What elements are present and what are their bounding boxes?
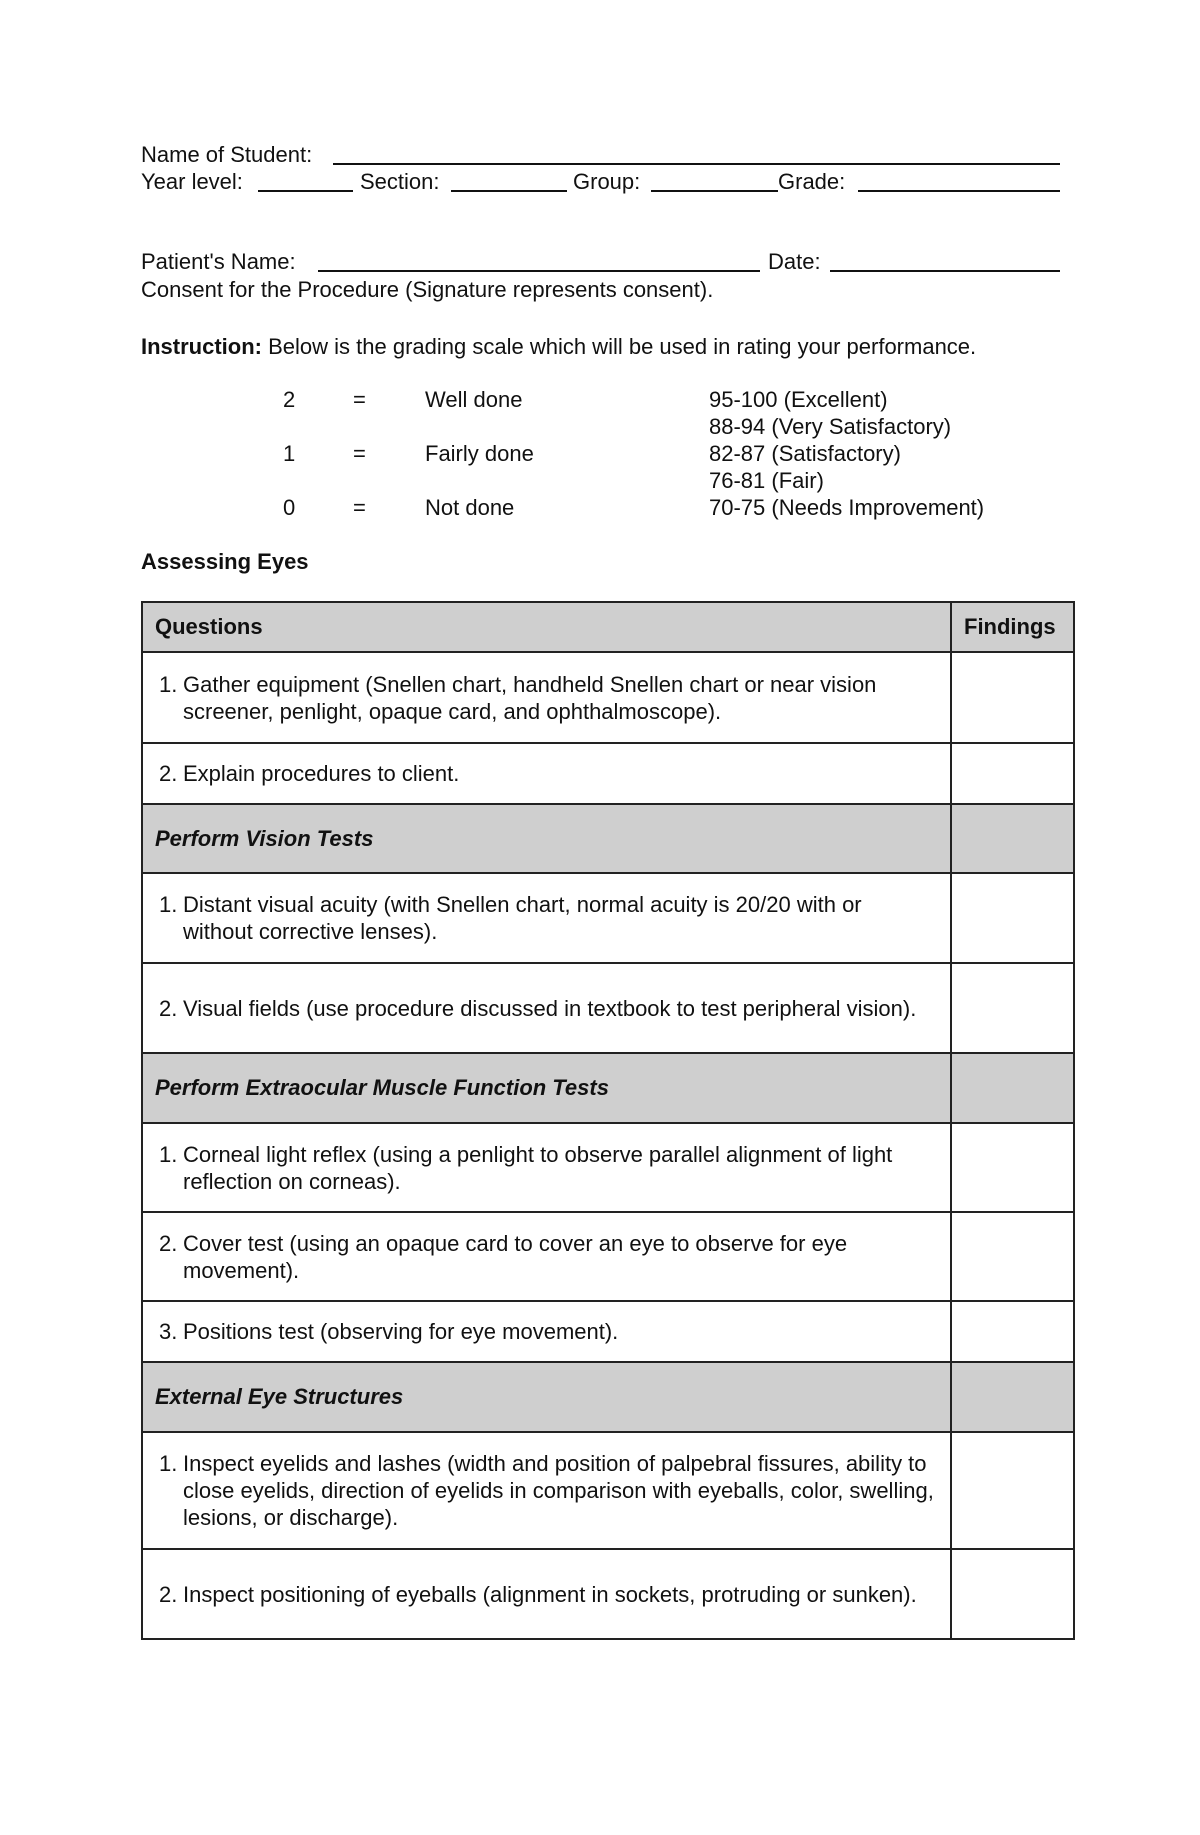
question-cell xyxy=(142,652,951,743)
question-cell xyxy=(142,1301,951,1362)
table-row xyxy=(142,1123,1074,1212)
scale-row xyxy=(0,387,1200,413)
questions-header: Questions xyxy=(142,602,951,652)
scale-range: 76-81 (Fair) xyxy=(709,468,824,493)
item-text: Distant visual acuity (with Snellen chart, normal acuity is 20/20 with or without corrective lenses). xyxy=(183,892,862,944)
patient-name-label: Patient's Name: xyxy=(141,249,296,274)
section-heading: Perform Extraocular Muscle Function Tests xyxy=(142,1053,951,1123)
item-number: 1. xyxy=(159,1141,178,1167)
findings-cell[interactable] xyxy=(951,1301,1074,1362)
findings-cell[interactable] xyxy=(951,963,1074,1053)
table-row xyxy=(142,1549,1074,1639)
checklist-table xyxy=(141,601,1075,1640)
question-cell xyxy=(142,743,951,804)
table-row xyxy=(142,1212,1074,1301)
table-header-row xyxy=(142,602,1074,652)
item-text: Visual fields (use procedure discussed in textbook to test peripheral vision). xyxy=(183,995,917,1021)
findings-cell xyxy=(951,804,1074,873)
item-text: Inspect eyelids and lashes (width and position of palpebral fissures, ability to close eyelids, direction of eyelids in comparison with eyeballs, color, swelling, lesions, or discharge). xyxy=(183,1451,934,1530)
section-label: Section: xyxy=(360,169,440,194)
scale-score: 0 xyxy=(283,495,296,520)
item-text: Corneal light reflex (using a penlight to observe parallel alignment of light reflection on corneas). xyxy=(183,1141,893,1194)
grade-line[interactable] xyxy=(858,190,1060,192)
scale-score: 2 xyxy=(283,387,296,412)
group-label: Group: xyxy=(573,169,641,194)
year-level-line[interactable] xyxy=(258,190,353,192)
findings-cell[interactable] xyxy=(951,1432,1074,1549)
section-line[interactable] xyxy=(451,190,567,192)
findings-cell xyxy=(951,1362,1074,1432)
date-label: Date: xyxy=(768,249,821,274)
year-level-label: Year level: xyxy=(141,169,243,194)
scale-range: 95-100 (Excellent) xyxy=(709,387,888,412)
scale-row xyxy=(0,441,1200,467)
scale-range: 82-87 (Satisfactory) xyxy=(709,441,901,466)
question-cell xyxy=(142,1549,951,1639)
table-row xyxy=(142,1301,1074,1362)
date-line[interactable] xyxy=(830,270,1060,272)
instruction xyxy=(141,334,976,360)
scale-row xyxy=(0,495,1200,521)
scale-row xyxy=(0,468,1200,494)
scale-score: 1 xyxy=(283,441,296,466)
item-number: 1. xyxy=(159,1451,178,1476)
table-row xyxy=(142,1432,1074,1549)
table-row xyxy=(142,743,1074,804)
item-number: 1. xyxy=(159,671,178,697)
question-cell xyxy=(142,873,951,963)
section-heading: Perform Vision Tests xyxy=(142,804,951,873)
item-text: Positions test (observing for eye movement). xyxy=(183,1319,619,1344)
student-name-line[interactable] xyxy=(333,163,1060,165)
scale-range: 70-75 (Needs Improvement) xyxy=(709,495,985,520)
patient-name-line[interactable] xyxy=(318,270,760,272)
section-row xyxy=(142,804,1074,873)
item-number: 3. xyxy=(159,1319,178,1344)
grade-label: Grade: xyxy=(778,169,846,194)
item-number: 2. xyxy=(159,1230,178,1256)
findings-header: Findings xyxy=(951,602,1074,652)
findings-cell xyxy=(951,1053,1074,1123)
findings-cell[interactable] xyxy=(951,873,1074,963)
consent-text: Consent for the Procedure (Signature represents consent). xyxy=(141,277,714,302)
item-number: 1. xyxy=(159,892,178,917)
student-name-label: Name of Student: xyxy=(141,142,313,167)
scale-desc: Well done xyxy=(425,387,523,412)
question-cell xyxy=(142,1123,951,1212)
findings-cell[interactable] xyxy=(951,1549,1074,1639)
section-row xyxy=(142,1362,1074,1432)
scale-row xyxy=(0,414,1200,440)
item-number: 2. xyxy=(159,995,178,1021)
item-text: Explain procedures to client. xyxy=(183,761,460,786)
question-cell xyxy=(142,963,951,1053)
question-cell xyxy=(142,1432,951,1549)
scale-equals: = xyxy=(353,495,366,520)
section-heading: External Eye Structures xyxy=(142,1362,951,1432)
section-title: Assessing Eyes xyxy=(141,549,309,574)
item-number: 2. xyxy=(159,761,178,786)
table-row xyxy=(142,873,1074,963)
scale-desc: Fairly done xyxy=(425,441,534,466)
item-text: Cover test (using an opaque card to cover an eye to observe for eye movement). xyxy=(183,1230,848,1283)
section-row xyxy=(142,1053,1074,1123)
scale-equals: = xyxy=(353,387,366,412)
scale-range: 88-94 (Very Satisfactory) xyxy=(709,414,952,439)
group-line[interactable] xyxy=(651,190,778,192)
question-cell xyxy=(142,1212,951,1301)
scale-desc: Not done xyxy=(425,495,515,520)
table-row xyxy=(142,963,1074,1053)
item-text: Gather equipment (Snellen chart, handheld Snellen chart or near vision screener, penlight, opaque card, and ophthalmoscope). xyxy=(183,671,877,724)
findings-cell[interactable] xyxy=(951,1212,1074,1301)
instruction-label: Instruction: xyxy=(141,334,262,359)
findings-cell[interactable] xyxy=(951,1123,1074,1212)
scale-equals: = xyxy=(353,441,366,466)
item-number: 2. xyxy=(159,1581,178,1607)
table-row xyxy=(142,652,1074,743)
instruction-text: Below is the grading scale which will be used in rating your performance. xyxy=(268,334,977,359)
findings-cell[interactable] xyxy=(951,652,1074,743)
findings-cell[interactable] xyxy=(951,743,1074,804)
item-text: Inspect positioning of eyeballs (alignment in sockets, protruding or sunken). xyxy=(183,1581,917,1607)
